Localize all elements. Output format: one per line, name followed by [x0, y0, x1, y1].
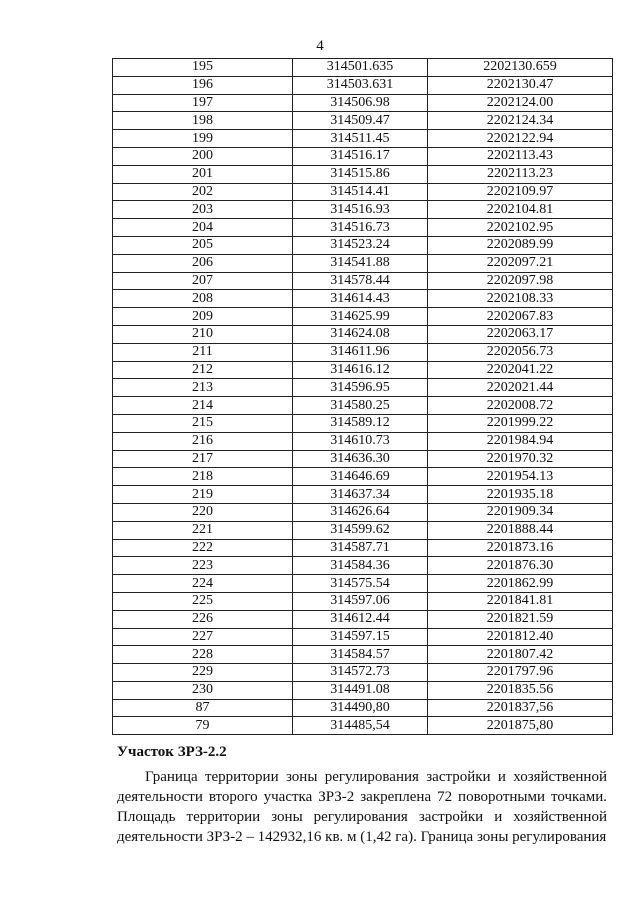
table-row — [113, 308, 613, 326]
x-coordinate-cell: 314587.71 — [293, 539, 428, 557]
x-coordinate-cell: 314516.73 — [293, 219, 428, 237]
x-coordinate-cell: 314584.57 — [293, 646, 428, 664]
x-coordinate-cell: 314516.17 — [293, 147, 428, 165]
x-coordinate-cell: 314491.08 — [293, 681, 428, 699]
table-row — [113, 592, 613, 610]
y-coordinate-cell: 2202130.659 — [428, 59, 613, 77]
y-coordinate-cell: 2201873.16 — [428, 539, 613, 557]
point-number-cell: 221 — [113, 521, 293, 539]
point-number-cell: 218 — [113, 468, 293, 486]
point-number-cell: 196 — [113, 76, 293, 94]
table-row — [113, 59, 613, 77]
x-coordinate-cell: 314541.88 — [293, 254, 428, 272]
point-number-cell: 223 — [113, 557, 293, 575]
point-number-cell: 204 — [113, 219, 293, 237]
point-number-cell: 229 — [113, 664, 293, 682]
point-number-cell: 206 — [113, 254, 293, 272]
table-row — [113, 397, 613, 415]
point-number-cell: 213 — [113, 379, 293, 397]
table-row — [113, 147, 613, 165]
point-number-cell: 197 — [113, 94, 293, 112]
y-coordinate-cell: 2201984.94 — [428, 432, 613, 450]
x-coordinate-cell: 314515.86 — [293, 165, 428, 183]
x-coordinate-cell: 314616.12 — [293, 361, 428, 379]
table-row — [113, 201, 613, 219]
table-row — [113, 432, 613, 450]
x-coordinate-cell: 314596.95 — [293, 379, 428, 397]
point-number-cell: 200 — [113, 147, 293, 165]
y-coordinate-cell: 2202102.95 — [428, 219, 613, 237]
table-row — [113, 94, 613, 112]
point-number-cell: 79 — [113, 717, 293, 735]
y-coordinate-cell: 2202122.94 — [428, 130, 613, 148]
x-coordinate-cell: 314511.45 — [293, 130, 428, 148]
y-coordinate-cell: 2201837,56 — [428, 699, 613, 717]
x-coordinate-cell: 314626.64 — [293, 503, 428, 521]
y-coordinate-cell: 2202063.17 — [428, 325, 613, 343]
y-coordinate-cell: 2201862.99 — [428, 575, 613, 593]
point-number-cell: 207 — [113, 272, 293, 290]
table-row — [113, 361, 613, 379]
page-number: 4 — [316, 38, 324, 54]
point-number-cell: 214 — [113, 397, 293, 415]
x-coordinate-cell: 314611.96 — [293, 343, 428, 361]
table-row — [113, 219, 613, 237]
x-coordinate-cell: 314509.47 — [293, 112, 428, 130]
x-coordinate-cell: 314503.631 — [293, 76, 428, 94]
section-heading: Участок ЗРЗ-2.2 — [117, 744, 227, 760]
coordinates-table — [112, 58, 613, 735]
y-coordinate-cell: 2202130.47 — [428, 76, 613, 94]
point-number-cell: 199 — [113, 130, 293, 148]
point-number-cell: 216 — [113, 432, 293, 450]
table-row — [113, 343, 613, 361]
x-coordinate-cell: 314597.15 — [293, 628, 428, 646]
point-number-cell: 208 — [113, 290, 293, 308]
x-coordinate-cell: 314485,54 — [293, 717, 428, 735]
point-number-cell: 212 — [113, 361, 293, 379]
point-number-cell: 205 — [113, 236, 293, 254]
table-row — [113, 236, 613, 254]
y-coordinate-cell: 2201812.40 — [428, 628, 613, 646]
x-coordinate-cell: 314624.08 — [293, 325, 428, 343]
table-row — [113, 503, 613, 521]
point-number-cell: 87 — [113, 699, 293, 717]
y-coordinate-cell: 2201909.34 — [428, 503, 613, 521]
table-row — [113, 664, 613, 682]
table-row — [113, 76, 613, 94]
table-row — [113, 290, 613, 308]
table-row — [113, 112, 613, 130]
x-coordinate-cell: 314584.36 — [293, 557, 428, 575]
y-coordinate-cell: 2201875,80 — [428, 717, 613, 735]
point-number-cell: 226 — [113, 610, 293, 628]
y-coordinate-cell: 2201999.22 — [428, 414, 613, 432]
table-row — [113, 646, 613, 664]
y-coordinate-cell: 2202097.21 — [428, 254, 613, 272]
y-coordinate-cell: 2202021.44 — [428, 379, 613, 397]
y-coordinate-cell: 2201797.96 — [428, 664, 613, 682]
x-coordinate-cell: 314506.98 — [293, 94, 428, 112]
y-coordinate-cell: 2201935.18 — [428, 486, 613, 504]
table-row — [113, 539, 613, 557]
y-coordinate-cell: 2202097.98 — [428, 272, 613, 290]
x-coordinate-cell: 314589.12 — [293, 414, 428, 432]
point-number-cell: 203 — [113, 201, 293, 219]
point-number-cell: 220 — [113, 503, 293, 521]
table-row — [113, 557, 613, 575]
x-coordinate-cell: 314646.69 — [293, 468, 428, 486]
y-coordinate-cell: 2201970.32 — [428, 450, 613, 468]
table-row — [113, 628, 613, 646]
table-row — [113, 521, 613, 539]
point-number-cell: 202 — [113, 183, 293, 201]
table-row — [113, 468, 613, 486]
point-number-cell: 222 — [113, 539, 293, 557]
point-number-cell: 227 — [113, 628, 293, 646]
x-coordinate-cell: 314490,80 — [293, 699, 428, 717]
y-coordinate-cell: 2202104.81 — [428, 201, 613, 219]
table-row — [113, 130, 613, 148]
y-coordinate-cell: 2202113.43 — [428, 147, 613, 165]
table-row — [113, 183, 613, 201]
point-number-cell: 219 — [113, 486, 293, 504]
table-row — [113, 325, 613, 343]
x-coordinate-cell: 314575.54 — [293, 575, 428, 593]
x-coordinate-cell: 314610.73 — [293, 432, 428, 450]
x-coordinate-cell: 314578.44 — [293, 272, 428, 290]
point-number-cell: 210 — [113, 325, 293, 343]
y-coordinate-cell: 2202108.33 — [428, 290, 613, 308]
x-coordinate-cell: 314516.93 — [293, 201, 428, 219]
point-number-cell: 225 — [113, 592, 293, 610]
x-coordinate-cell: 314514.41 — [293, 183, 428, 201]
point-number-cell: 217 — [113, 450, 293, 468]
table-row — [113, 486, 613, 504]
coordinates-table-body — [113, 59, 613, 735]
y-coordinate-cell: 2201841.81 — [428, 592, 613, 610]
point-number-cell: 215 — [113, 414, 293, 432]
y-coordinate-cell: 2201821.59 — [428, 610, 613, 628]
y-coordinate-cell: 2202008.72 — [428, 397, 613, 415]
point-number-cell: 198 — [113, 112, 293, 130]
point-number-cell: 224 — [113, 575, 293, 593]
point-number-cell: 201 — [113, 165, 293, 183]
x-coordinate-cell: 314572.73 — [293, 664, 428, 682]
y-coordinate-cell: 2202124.34 — [428, 112, 613, 130]
table-row — [113, 254, 613, 272]
x-coordinate-cell: 314636.30 — [293, 450, 428, 468]
table-row — [113, 681, 613, 699]
point-number-cell: 228 — [113, 646, 293, 664]
x-coordinate-cell: 314625.99 — [293, 308, 428, 326]
table-row — [113, 575, 613, 593]
point-number-cell: 230 — [113, 681, 293, 699]
y-coordinate-cell: 2202056.73 — [428, 343, 613, 361]
y-coordinate-cell: 2202109.97 — [428, 183, 613, 201]
x-coordinate-cell: 314597.06 — [293, 592, 428, 610]
x-coordinate-cell: 314612.44 — [293, 610, 428, 628]
point-number-cell: 211 — [113, 343, 293, 361]
table-row — [113, 379, 613, 397]
table-row — [113, 272, 613, 290]
y-coordinate-cell: 2201807.42 — [428, 646, 613, 664]
table-row — [113, 717, 613, 735]
y-coordinate-cell: 2202113.23 — [428, 165, 613, 183]
x-coordinate-cell: 314637.34 — [293, 486, 428, 504]
x-coordinate-cell: 314501.635 — [293, 59, 428, 77]
table-row — [113, 699, 613, 717]
y-coordinate-cell: 2202124.00 — [428, 94, 613, 112]
table-row — [113, 414, 613, 432]
point-number-cell: 209 — [113, 308, 293, 326]
y-coordinate-cell: 2202089.99 — [428, 236, 613, 254]
y-coordinate-cell: 2202041.22 — [428, 361, 613, 379]
section-paragraph: Граница территории зоны регулирования застройки и хозяйственной деятельности второго участка ЗРЗ-2 закреплена 72 поворотными точками. Площадь территории зоны регулирования застройки и хозяйственной деятельности ЗРЗ-2 – 142932,16 кв. м (1,42 га). Граница зоны регулирования — [117, 769, 607, 845]
table-row — [113, 165, 613, 183]
y-coordinate-cell: 2201954.13 — [428, 468, 613, 486]
table-row — [113, 610, 613, 628]
x-coordinate-cell: 314580.25 — [293, 397, 428, 415]
x-coordinate-cell: 314599.62 — [293, 521, 428, 539]
y-coordinate-cell: 2201835.56 — [428, 681, 613, 699]
y-coordinate-cell: 2201888.44 — [428, 521, 613, 539]
x-coordinate-cell: 314614.43 — [293, 290, 428, 308]
table-row — [113, 450, 613, 468]
y-coordinate-cell: 2202067.83 — [428, 308, 613, 326]
point-number-cell: 195 — [113, 59, 293, 77]
x-coordinate-cell: 314523.24 — [293, 236, 428, 254]
y-coordinate-cell: 2201876.30 — [428, 557, 613, 575]
